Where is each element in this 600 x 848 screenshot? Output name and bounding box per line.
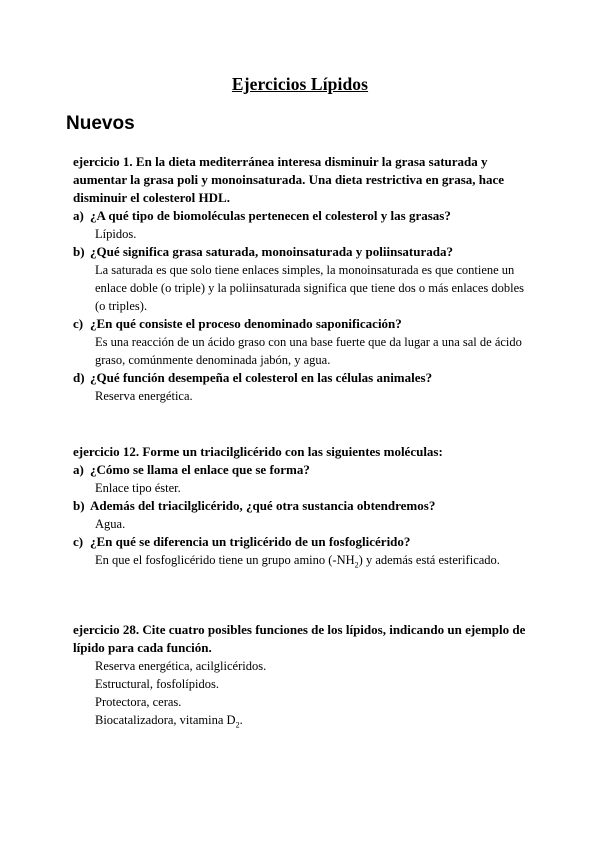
list-item: Estructural, fosfolípidos.: [95, 677, 219, 691]
question-b: [73, 497, 533, 515]
exercise-28: [73, 621, 533, 729]
question-text: ¿Qué significa grasa saturada, monoinsaturada y poliinsaturada?: [90, 244, 453, 259]
question-text: Además del triacilglicérido, ¿qué otra sustancia obtendremos?: [90, 498, 436, 513]
question-text: ¿A qué tipo de biomoléculas pertenecen el colesterol y las grasas?: [90, 208, 451, 223]
answer-text: Agua.: [95, 517, 126, 531]
answer-text-part: En que el fosfoglicérido tiene un grupo amino (-NH: [95, 553, 355, 567]
answer-text: La saturada es que solo tiene enlaces simples, la monoinsaturada es que contiene un enlace doble (o triple) y la poliinsaturada significa que tiene dos o más enlaces dobles (o triples).: [95, 263, 525, 313]
subscript: 2: [354, 560, 359, 570]
answer-list: [95, 657, 533, 729]
answer-text: Lípidos.: [95, 227, 137, 241]
question-text: ¿Cómo se llama el enlace que se forma?: [90, 462, 310, 477]
question-b: [73, 243, 533, 261]
question-d: [73, 369, 533, 387]
subscript: 2: [235, 720, 240, 730]
question-letter: a): [73, 208, 84, 223]
question-a: [73, 461, 533, 479]
answer-text: Enlace tipo éster.: [95, 481, 181, 495]
question-letter: c): [73, 316, 84, 331]
exercise-statement: ejercicio 28. Cite cuatro posibles funciones de los lípidos, indicando un ejemplo de lípido para cada función.: [73, 622, 526, 655]
question-text: ¿En qué consiste el proceso denominado saponificación?: [90, 316, 402, 331]
exercise-1: [73, 153, 533, 405]
answer-text-part: ) y además está esterificado.: [358, 553, 500, 567]
answer-text: Es una reacción de un ácido graso con una base fuerte que da lugar a una sal de ácido graso, comúnmente denominada jabón, y agua.: [95, 335, 522, 367]
list-item: [95, 711, 533, 729]
exercise-statement: ejercicio 1. En la dieta mediterránea interesa disminuir la grasa saturada y aumentar la grasa poli y monoinsaturada. Una dieta restrictiva en grasa, hace disminuir el colesterol HDL.: [73, 154, 505, 205]
section-heading: Nuevos: [66, 113, 135, 134]
question-text: ¿En qué se diferencia un triglicérido de un fosfoglicérido?: [90, 534, 411, 549]
question-letter: d): [73, 370, 85, 385]
question-letter: b): [73, 244, 85, 259]
list-item: Reserva energética, acilglicéridos.: [95, 659, 267, 673]
list-item: Protectora, ceras.: [95, 695, 182, 709]
question-text: ¿Qué función desempeña el colesterol en las células animales?: [90, 370, 433, 385]
question-a: [73, 207, 533, 225]
exercise-statement: ejercicio 12. Forme un triacilglicérido con las siguientes moléculas:: [73, 444, 443, 459]
answer-text-part: Biocatalizadora, vitamina D: [95, 713, 236, 727]
document-title: Ejercicios Lípidos: [231, 74, 369, 94]
answer-text-part: .: [239, 713, 243, 727]
question-letter: a): [73, 462, 84, 477]
question-c: [73, 533, 533, 551]
question-letter: c): [73, 534, 84, 549]
question-letter: b): [73, 498, 85, 513]
question-c: [73, 315, 533, 333]
answer-text: [95, 551, 533, 569]
exercise-12: [73, 443, 533, 569]
answer-text: Reserva energética.: [95, 389, 193, 403]
